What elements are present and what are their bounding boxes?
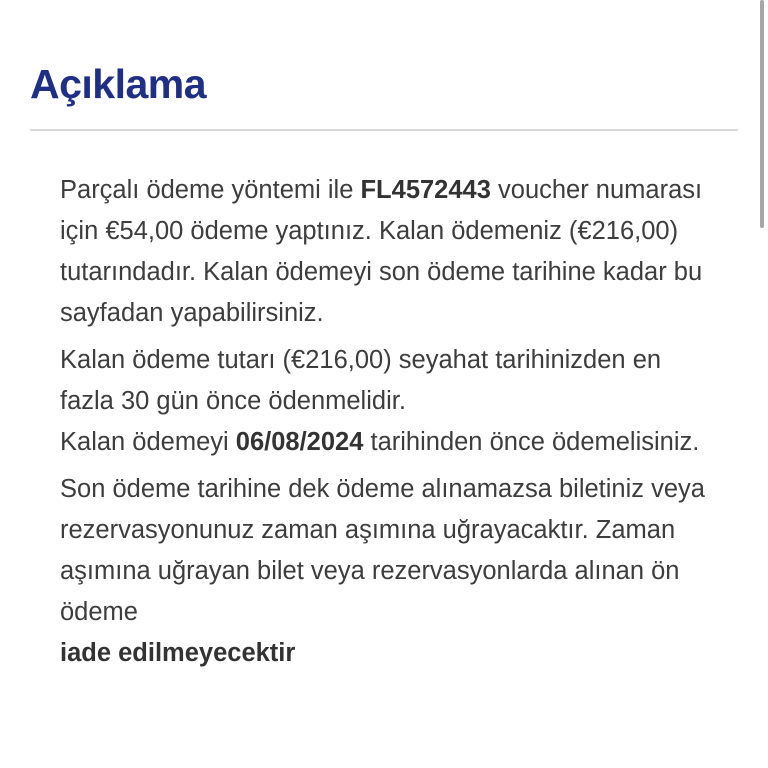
payment-info-text-start: Parçalı ödeme yöntemi ile — [60, 176, 361, 204]
timeout-warning-paragraph: Son ödeme tarihine dek ödeme alınamazsa biletiniz veya rezervasyonunuz zaman aşımına uğrayacaktır. Zaman aşımına uğrayan bilet veya rezervasyonlarda alınan ön ödeme — [60, 475, 705, 626]
due-date: 06/08/2024 — [235, 428, 364, 456]
due-date-text-end: tarihinden önce ödemelisiniz. — [363, 428, 700, 456]
payment-info-paragraph — [60, 170, 720, 334]
non-refundable-text: iade edilmeyecektir — [60, 639, 296, 667]
section-title: Açıklama — [30, 61, 207, 107]
non-refundable-notice — [60, 633, 720, 674]
voucher-code: FL4572443 — [360, 176, 491, 204]
due-date-text-start: Kalan ödemeyi — [60, 428, 236, 456]
payment-info-text-end: voucher numarası için €54,00 ödeme yaptınız. Kalan ödemeniz (€216,00) tutarındadır. Kalan ödemeyi son ödeme tarihine kadar bu sayfadan yapabilirsiniz. — [60, 176, 703, 327]
due-date-paragraph — [60, 422, 720, 463]
scrollbar-thumb[interactable] — [760, 0, 764, 228]
remaining-payment-paragraph: Kalan ödeme tutarı (€216,00) seyahat tarihinizden en fazla 30 gün önce ödenmelidir. — [60, 346, 662, 415]
description-content — [60, 170, 720, 674]
title-divider — [30, 129, 738, 131]
